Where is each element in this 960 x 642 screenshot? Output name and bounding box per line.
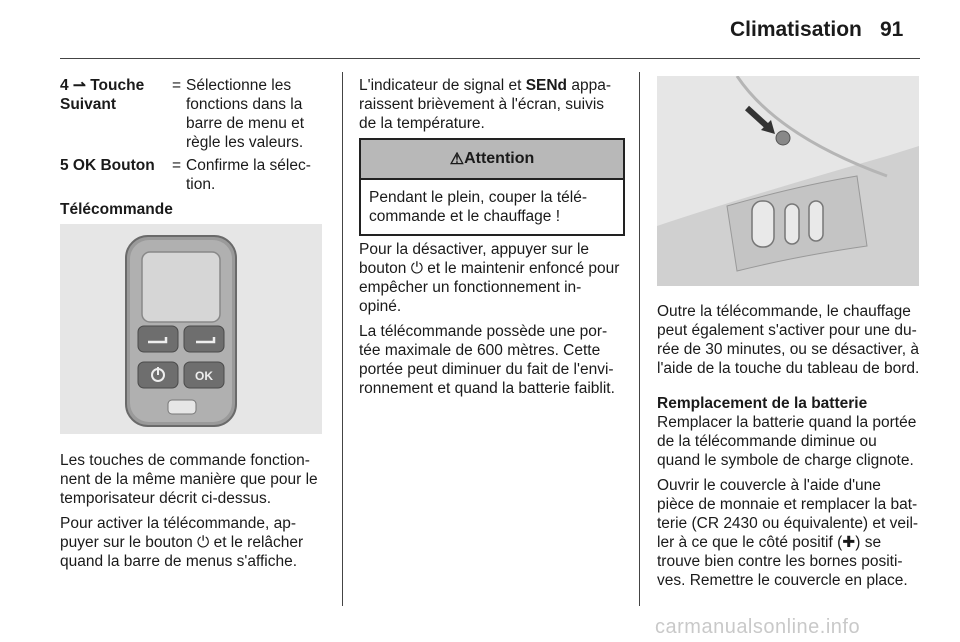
watermark: carmanualsonline.info — [655, 616, 861, 638]
column-divider-1 — [342, 72, 343, 606]
paragraph: Remplacer la batterie quand la portée de la télécommande diminue ou quand le symbole de charge clignote. — [657, 414, 917, 469]
paragraph: Les touches de commande fonction-nent de la même manière que pour le temporisateur décrit ci-dessus. — [60, 452, 318, 507]
paragraph: Pour la désactiver, appuyer sur le bouton ⏻ et le maintenir enfoncé pour empêcher un fonctionnement in-opiné. — [359, 241, 620, 315]
page-number: 91 — [880, 18, 904, 41]
intro-text-b: appa-raissent brièvement à l'écran, suivis de la température. — [359, 77, 611, 132]
warning-text: Pendant le plein, couper la télé-commande et le chauffage ! — [369, 189, 588, 225]
paragraph: Pour activer la télécommande, ap-puyer sur le bouton ⏻ et le relâcher quand la barre de menus s'affiche. — [60, 515, 304, 570]
warning-header — [361, 140, 623, 180]
dashboard-button-illustration — [657, 76, 919, 286]
col1-body — [60, 451, 328, 577]
dashboard-heater-button-icon — [776, 131, 790, 145]
definition-equals: = — [172, 77, 182, 94]
col2-intro — [359, 76, 621, 133]
ok-button-label: OK — [195, 369, 213, 383]
page-header-title: Climatisation — [730, 18, 862, 41]
definition-row — [60, 76, 330, 152]
definition-description: Sélectionne les fonctions dans la barre de menu et règle les valeurs. — [186, 77, 305, 151]
dashboard-drawing — [657, 76, 919, 286]
remote-control-illustration — [60, 224, 322, 434]
definition-equals: = — [172, 157, 182, 174]
definition-term: 4 ⇀ Touche Suivant — [60, 77, 145, 113]
definition-term: 5 OK Bouton — [60, 157, 155, 174]
definition-description: Confirme la sélec-tion. — [186, 157, 311, 193]
definition-list — [60, 76, 330, 198]
section-heading-battery: Remplacement de la batterie — [657, 395, 868, 412]
warning-box — [359, 138, 625, 236]
pointer-arrow-icon — [747, 108, 769, 128]
remote-control-drawing — [60, 224, 322, 434]
header-rule — [60, 58, 920, 59]
warning-triangle-icon: ⚠ — [449, 151, 465, 168]
paragraph: Outre la télécommande, le chauffage peut également s'activer pour une du-rée de 30 minutes, ou se désactiver, à l'aide de la touche du tableau de bord. — [657, 303, 920, 377]
col2-body — [359, 240, 623, 404]
paragraph: La télécommande possède une por-tée maximale de 600 mètres. Cette portée peut diminuer du fait de l'envi-ronnement et quand la batterie faiblit. — [359, 323, 615, 397]
warning-title: Attention — [464, 150, 535, 167]
column-divider-2 — [639, 72, 640, 606]
intro-text-bold: SENd — [525, 77, 568, 94]
col3-body — [657, 302, 921, 596]
section-heading-remote: Télécommande — [60, 201, 173, 218]
paragraph: Ouvrir le couvercle à l'aide d'une pièce de monnaie et remplacer la bat-terie (CR 2430 ou équivalente) et veil-ler à ce que le côté positif (✚) se trouve bien contre les bornes positi-ves. Remettre le couvercle en place. — [657, 477, 919, 589]
intro-text-a: L'indicateur de signal et — [359, 77, 526, 94]
definition-row — [60, 156, 330, 194]
